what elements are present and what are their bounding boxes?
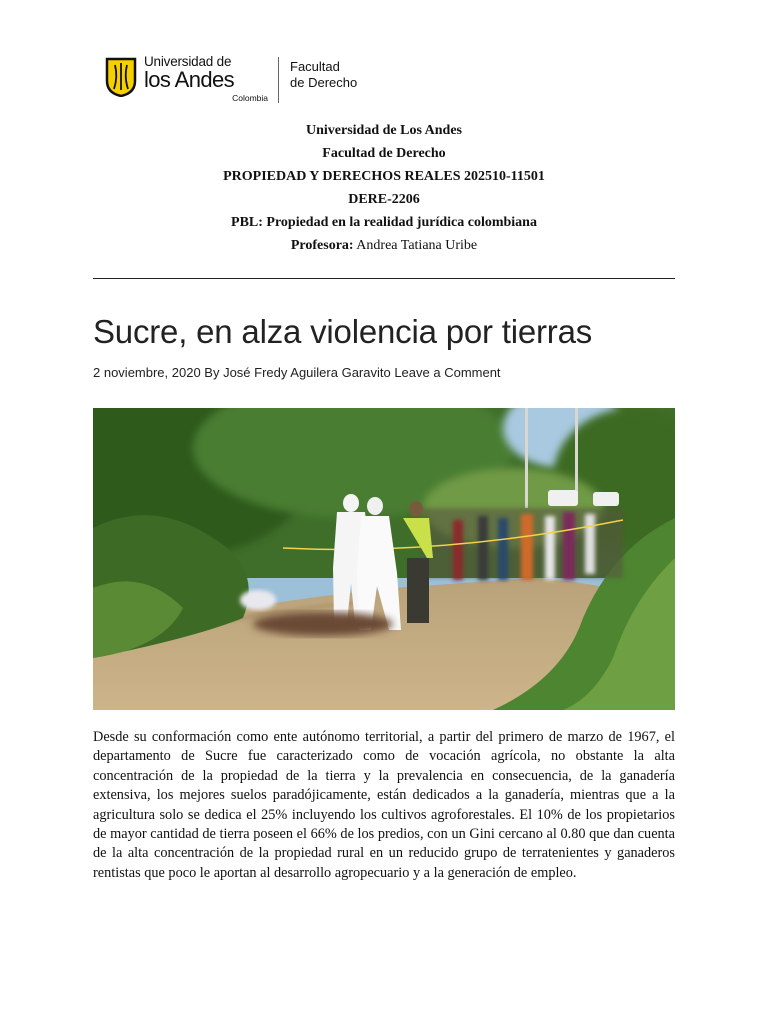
university-name-line2: los Andes	[144, 67, 235, 92]
professor-label: Profesora:	[290, 238, 354, 253]
article-meta: 2 noviembre, 2020 By José Fredy Aguilera Garavito Leave a Comment	[93, 365, 501, 380]
header-university: Universidad de Los Andes	[306, 123, 462, 138]
article-body: Desde su conformación como ente autónomo territorial, a partir del primero de marzo de 1967, el departamento de Sucre fue caracterizado como de vocación agrícola, no obstante la alta concentración de la propiedad de la tierra y la prevalencia en consecuencia, de la ganadería extensiva, los mejores suelos paradójicamente, están dedicados a la ganadería, mientras que a la agricultura solo se dedica el 25% incluyendo los cultivos agroforestales. El 10% de los propietarios de mayor cantidad de tierra poseen el 66% de los predios, con un Gini cercano al 0.80 que dan cuenta de la alta concentración de la propiedad rural en un reducido grupo de terratenientes y ganaderos rentistas que poco le aportan al desarrollo agropecuario y a la generación de empleo.	[93, 729, 675, 881]
article-title: Sucre, en alza violencia por tierras	[93, 313, 593, 350]
horizontal-divider	[93, 278, 675, 279]
header-pbl: PBL: Propiedad en la realidad jurídica colombiana	[231, 215, 537, 230]
university-seal-icon	[105, 57, 137, 97]
university-country: Colombia	[232, 93, 268, 103]
course-header	[0, 122, 768, 260]
faculty-line2: de Derecho	[290, 75, 358, 90]
logo-divider	[278, 57, 279, 103]
university-name-line1: Universidad de	[144, 54, 232, 69]
header-professor	[0, 237, 768, 260]
faculty-line1: Facultad	[290, 59, 340, 74]
university-wordmark	[144, 55, 272, 103]
faculty-wordmark	[290, 59, 357, 91]
article-photo	[93, 408, 675, 710]
header-course: PROPIEDAD Y DERECHOS REALES 202510-11501	[223, 169, 545, 184]
university-logo	[105, 55, 357, 105]
professor-name: Andrea Tatiana Uribe	[353, 238, 478, 253]
header-faculty: Facultad de Derecho	[322, 146, 446, 161]
header-course-code: DERE-2206	[348, 192, 420, 207]
